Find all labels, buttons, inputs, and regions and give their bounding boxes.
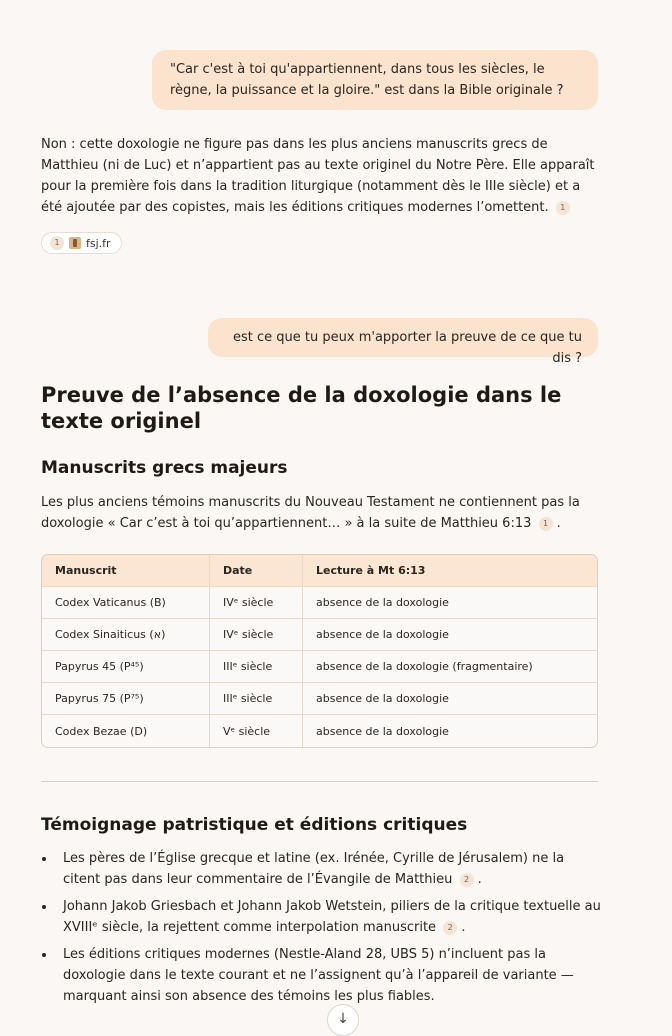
section-heading-testimony: Témoignage patristique et éditions critiques [41, 815, 468, 835]
table-cell: Codex Sinaiticus (א) [42, 619, 210, 651]
intro-end: . [556, 516, 561, 531]
table-row [42, 715, 597, 747]
table-cell: Codex Vaticanus (B) [42, 587, 210, 619]
table-cell: absence de la doxologie [303, 587, 597, 619]
user-message-bubble [152, 50, 598, 110]
user-message-text-2: est ce que tu peux m'apporter la preuve de ce que tu dis ? [233, 330, 582, 366]
assistant-answer [41, 134, 601, 218]
list-item [41, 944, 601, 1007]
table-row [42, 587, 597, 619]
citation-badge[interactable]: 2 [443, 921, 457, 935]
list-item-text: Johann Jakob Griesbach et Johann Jakob Wetstein, piliers de la critique textuelle au XVIIIᵉ siècle, la rejettent comme interpolation manuscrite [63, 899, 601, 935]
table-cell: absence de la doxologie [303, 619, 597, 651]
response-title: Preuve de l’absence de la doxologie dans le texte originel [41, 383, 562, 433]
arrow-down-icon: ↓ [337, 1011, 349, 1027]
list-item [41, 848, 601, 890]
fsj-favicon-icon [69, 237, 81, 249]
list-item [41, 896, 601, 938]
user-message-bubble-2 [208, 318, 598, 366]
section-divider [41, 781, 598, 782]
table-header-row [42, 555, 597, 587]
citation-badge[interactable]: 1 [539, 517, 553, 531]
table-cell: IVᵉ siècle [210, 587, 303, 619]
source-chip-number: 1 [50, 236, 64, 250]
list-item-end: . [477, 872, 482, 887]
table-row [42, 619, 597, 651]
intro-text: Les plus anciens témoins manuscrits du Nouveau Testament ne contiennent pas la doxologie « Car c’est à toi qu’appartiennent… » à la suite de Matthieu 6:13 [41, 495, 580, 531]
table-cell: Papyrus 75 (P⁷⁵) [42, 683, 210, 715]
source-chip-domain: fsj.fr [86, 236, 111, 250]
table-cell: absence de la doxologie (fragmentaire) [303, 651, 597, 683]
column-header: Date [210, 555, 303, 587]
table-cell: absence de la doxologie [316, 724, 449, 738]
table-cell: IVᵉ siècle [210, 619, 303, 651]
table-cell: IIIᵉ siècle [210, 683, 303, 715]
list-item-text: Les éditions critiques modernes (Nestle-Aland 28, UBS 5) n’incluent pas la doxologie dans le texte courant et ne l’assignent qu’à l’appareil de variante — marquant ainsi son absence des témoins les plus fiables. [63, 947, 574, 1004]
citation-badge[interactable]: 1 [556, 201, 570, 215]
table-cell: Codex Bezae (D) [42, 715, 210, 747]
testimony-list [41, 848, 601, 1013]
list-item-text: Les pères de l’Église grecque et latine (ex. Irénée, Cyrille de Jérusalem) ne la citent pas dans leur commentaire de l’Évangile de Matthieu [63, 851, 565, 887]
manuscripts-table [41, 554, 598, 748]
scroll-to-bottom-button[interactable] [327, 1004, 359, 1036]
column-header: Manuscrit [42, 555, 210, 587]
answer-text: Non : cette doxologie ne figure pas dans les plus anciens manuscrits grecs de Matthieu (ni de Luc) et n’appartient pas au texte originel du Notre Père. Elle apparaît pour la première fois dans la tradition liturgique (notamment dès le IIIe siècle) et a été ajoutée par des copistes, mais les éditions critiques modernes l’omettent. [41, 137, 595, 215]
table-row [42, 651, 597, 683]
section-heading-manuscripts: Manuscrits grecs majeurs [41, 458, 288, 478]
user-message-text: "Car c'est à toi qu'appartiennent, dans tous les siècles, le règne, la puissance et la gloire." est dans la Bible originale ? [170, 62, 564, 98]
source-chip[interactable] [41, 232, 122, 254]
section-intro [41, 492, 601, 534]
table-cell: Papyrus 45 (P⁴⁵) [42, 651, 210, 683]
column-header: Lecture à Mt 6:13 [303, 555, 597, 587]
table-cell: Vᵉ siècle [210, 715, 303, 747]
table-cell: absence de la doxologie [303, 683, 597, 715]
citation-badge[interactable]: 2 [460, 873, 474, 887]
list-item-end: . [461, 920, 466, 935]
table-cell: IIIᵉ siècle [210, 651, 303, 683]
table-row [42, 683, 597, 715]
